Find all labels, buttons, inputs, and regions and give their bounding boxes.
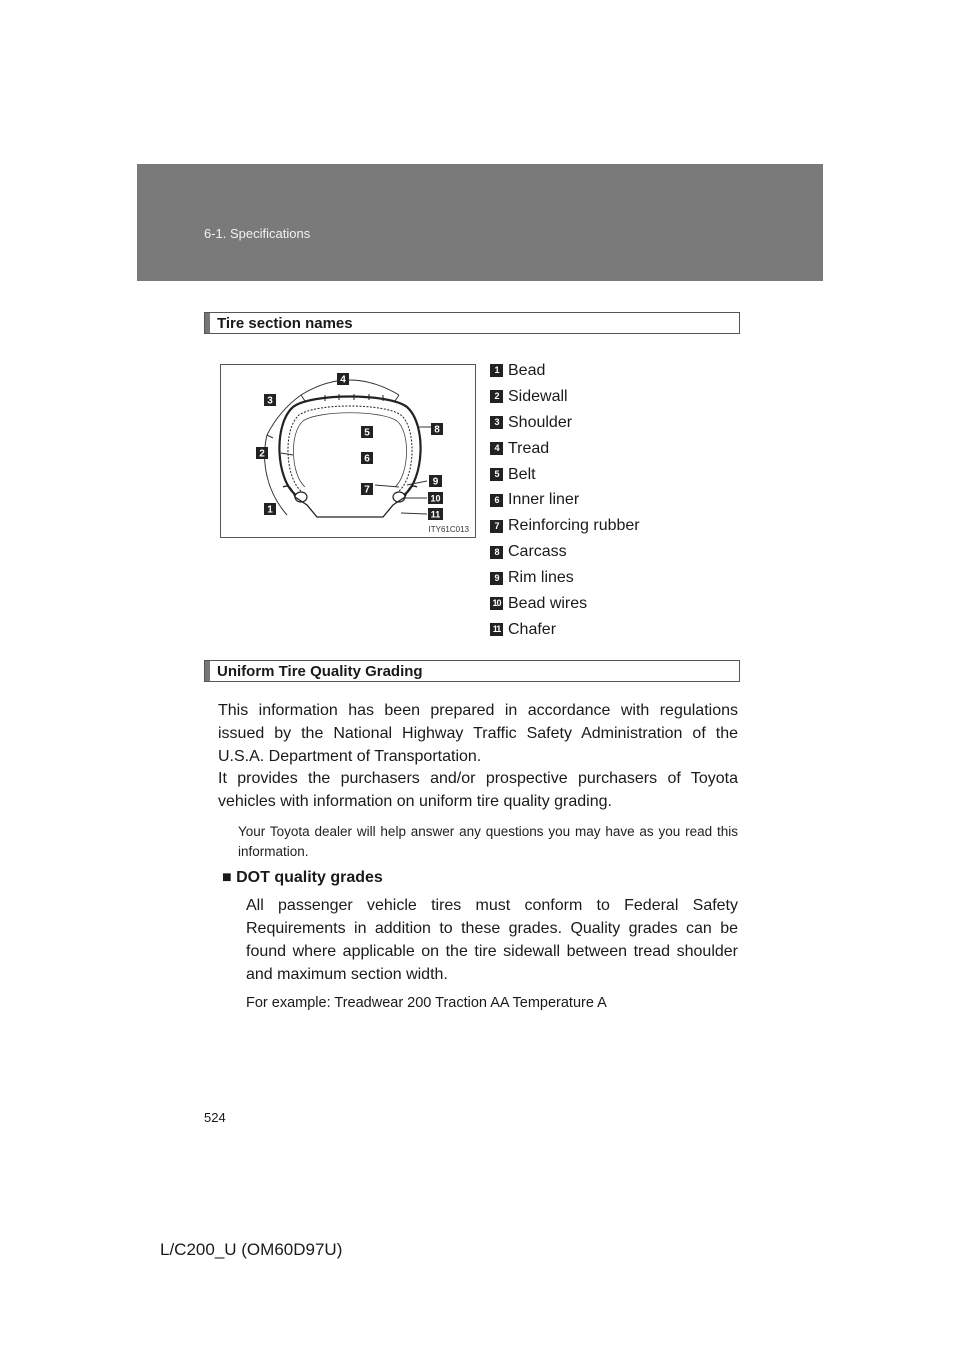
legend-label: Sidewall (508, 387, 568, 405)
legend-item (490, 513, 640, 539)
legend-label: Carcass (508, 543, 567, 561)
header-band (137, 164, 823, 281)
heading-bar (205, 313, 210, 333)
tread-arc (301, 380, 399, 395)
legend-label: Inner liner (508, 491, 580, 509)
leader-line (407, 481, 427, 485)
callout-3: 3 (267, 395, 273, 407)
tire-cross-section-diagram (221, 365, 475, 537)
legend-item (490, 462, 640, 488)
section-title: Tire section names (217, 315, 353, 332)
legend-item (490, 565, 640, 591)
legend-number-badge: 6 (490, 494, 503, 507)
dot-grades-text: All passenger vehicle tires must conform to Federal Safety Requirements in addition to these grades. Quality grades can be found where applicable on the tire sidewall between tread shoulder and maximum section width. (246, 897, 738, 983)
legend-item (490, 591, 640, 617)
square-bullet-icon: ■ (222, 869, 232, 886)
section-title: Uniform Tire Quality Grading (217, 663, 423, 680)
legend-item (490, 487, 640, 513)
legend-label: Rim lines (508, 569, 574, 587)
tire-outer-line (279, 397, 420, 496)
utqg-paragraph-1: This information has been prepared in accordance with regulations issued by the National Highway Traffic Safety Administration of the U.S.A. Department of Transportation. (218, 702, 738, 765)
leader-line (375, 485, 399, 487)
breadcrumb: 6-1. Specifications (204, 226, 311, 241)
legend-label: Chafer (508, 620, 557, 638)
legend-label: Belt (508, 465, 536, 483)
legend-item (490, 358, 640, 384)
legend-number-badge: 9 (490, 572, 503, 585)
legend-label: Bead (508, 361, 546, 379)
dealer-note: Your Toyota dealer will help answer any questions you may have as you read this information. (238, 824, 738, 859)
leader-line (401, 513, 427, 514)
tick (267, 435, 273, 438)
dot-grades-title: DOT quality grades (236, 869, 383, 886)
utqg-paragraph-2: It provides the purchasers and/or prospective purchasers of Toyota vehicles with information on uniform tire quality grading. (218, 770, 738, 810)
legend-item (490, 384, 640, 410)
legend-number-badge: 8 (490, 546, 503, 559)
legend-label: Bead wires (508, 594, 588, 612)
legend-item (490, 410, 640, 436)
tick (301, 395, 305, 401)
legend-number-badge: 2 (490, 390, 503, 403)
legend-item (490, 539, 640, 565)
callout-6: 6 (364, 453, 370, 465)
grade-example: For example: Treadwear 200 Traction AA Temperature A (246, 995, 607, 1011)
figure-code: ITY61C013 (428, 525, 469, 534)
dot-grades-heading (222, 869, 383, 887)
callout-7: 7 (364, 484, 370, 496)
legend-label: Shoulder (508, 413, 573, 431)
legend-item (490, 436, 640, 462)
section-heading-tire-names (204, 312, 740, 334)
document-code: L/C200_U (OM60D97U) (160, 1240, 343, 1259)
callout-2: 2 (259, 448, 265, 460)
callout-5: 5 (364, 427, 370, 439)
section-heading-utqg (204, 660, 740, 682)
tick (395, 395, 399, 401)
legend-label: Reinforcing rubber (508, 517, 640, 535)
callout-4: 4 (340, 374, 346, 386)
callout-11: 11 (430, 509, 441, 520)
callout-9: 9 (432, 476, 439, 488)
legend-number-badge: 3 (490, 416, 503, 429)
page-number: 524 (204, 1110, 226, 1125)
callout-1: 1 (267, 504, 273, 516)
heading-bar (205, 661, 210, 681)
legend-item (490, 617, 640, 643)
tire-section-legend (490, 358, 640, 643)
legend-number-badge: 4 (490, 442, 503, 455)
legend-label: Tread (508, 439, 550, 457)
leader-line (281, 453, 293, 455)
callout-10: 10 (430, 493, 441, 504)
tire-section-figure (220, 364, 476, 538)
legend-number-badge: 7 (490, 520, 503, 533)
legend-number-badge: 5 (490, 468, 503, 481)
inner-liner-line (293, 413, 406, 487)
legend-number-badge: 10 (490, 597, 503, 610)
legend-number-badge: 1 (490, 364, 503, 377)
legend-number-badge: 11 (490, 623, 503, 636)
callout-8: 8 (434, 424, 440, 436)
